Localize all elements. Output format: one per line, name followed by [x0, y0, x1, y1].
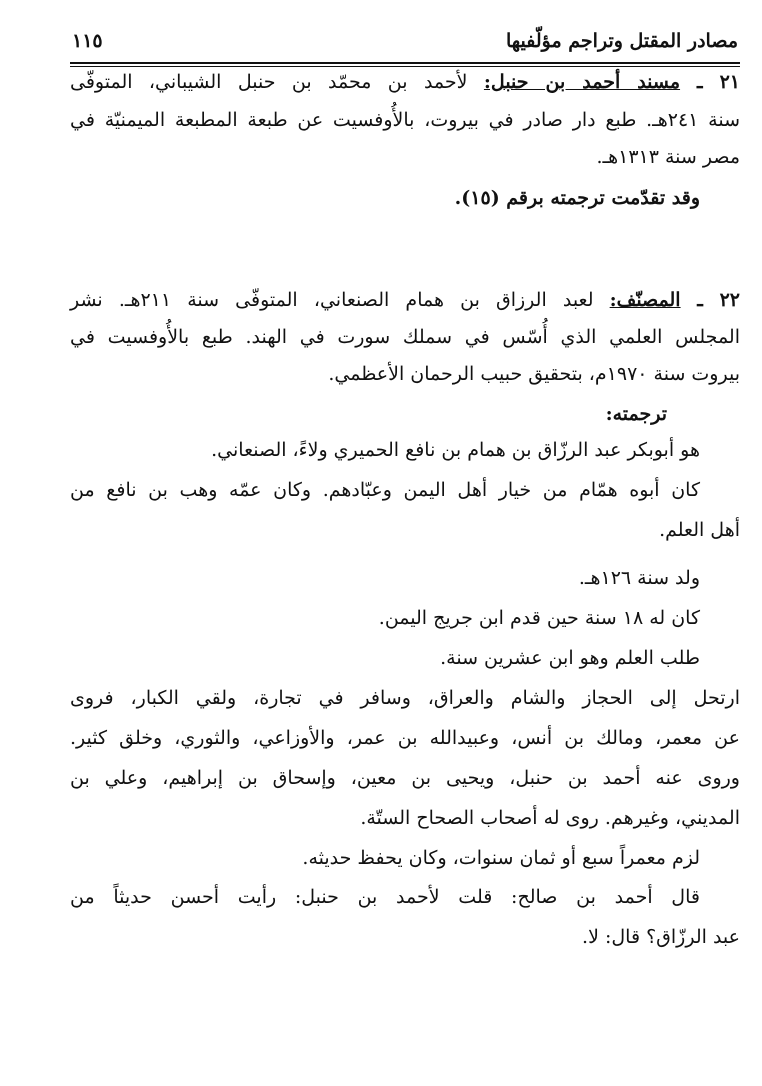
entry-21-line-3: مصر سنة ١٣١٣هـ.: [596, 146, 740, 168]
entry-22-line-3: بيروت سنة ١٩٧٠م، بتحقيق حبيب الرحمان الأعظمي.: [328, 363, 740, 385]
entry-22-line-2: المجلس العلمي الذي أُسّس في سملك سورت في الهند. طبع بالأُوفسيت في: [70, 326, 740, 348]
bio-line: المديني، وغيرهم. روى له أصحاب الصحاح الستّة.: [360, 807, 740, 829]
bio-line: كان له ١٨ سنة حين قدم ابن جريج اليمن.: [378, 607, 700, 629]
bio-line: عن معمر، ومالك بن أنس، وعبيدالله بن عمر، والأوزاعي، والثوري، وخلق كثير.: [70, 727, 740, 749]
bio-line: طلب العلم وهو ابن عشرين سنة.: [440, 647, 700, 669]
bio-line: كان أبوه همّام من خيار أهل اليمن وعبّادهم. وكان عمّه وهب بن نافع من: [70, 479, 700, 501]
entry-21-line-2: سنة ٢٤١هـ. طبع دار صادر في بيروت، بالأُوفسيت عن طبعة المطبعة الميمنيّة في: [70, 109, 740, 131]
page-number: ١١٥: [72, 30, 103, 52]
entry-21-note: وقد تقدّمت ترجمته برقم (١٥).: [454, 187, 700, 209]
bio-line: لزم معمراً سبع أو ثمان سنوات، وكان يحفظ حديثه.: [302, 847, 700, 869]
entry-21-line-1: ٢١ ـ مسند أحمد بن حنبل: لأحمد بن محمّد بن حنبل الشيباني، المتوفّى: [70, 71, 740, 93]
bio-line: أهل العلم.: [659, 519, 740, 541]
bio-line: قال أحمد بن صالح: قلت لأحمد بن حنبل: رأيت أحسن حديثاً من: [70, 886, 700, 908]
running-header-title: مصادر المقتل وتراجم مؤلّفيها: [506, 30, 738, 52]
bio-line: عبد الرزّاق؟ قال: لا.: [582, 926, 740, 948]
bio-line: وروى عنه أحمد بن حنبل، ويحيى بن معين، وإسحاق بن إبراهيم، وعلي بن: [70, 767, 740, 789]
bio-line: ولد سنة ١٢٦هـ.: [578, 567, 700, 589]
entry-22-line-1: ٢٢ ـ المصنّف: لعبد الرزاق بن همام الصنعاني، المتوفّى سنة ٢١١هـ. نشر: [70, 289, 740, 311]
bio-line: هو أبوبكر عبد الرزّاق بن همام بن نافع الحميري ولاءً، الصنعاني.: [211, 439, 700, 461]
bio-line: ارتحل إلى الحجاز والشام والعراق، وسافر في تجارة، ولقي الكبار، فروى: [70, 687, 740, 709]
bio-heading: ترجمته:: [605, 403, 667, 425]
entry-22-title: المصنّف:: [609, 289, 681, 311]
header-rule: [70, 62, 740, 64]
entry-21-title: مسند أحمد بن حنبل:: [483, 71, 681, 93]
